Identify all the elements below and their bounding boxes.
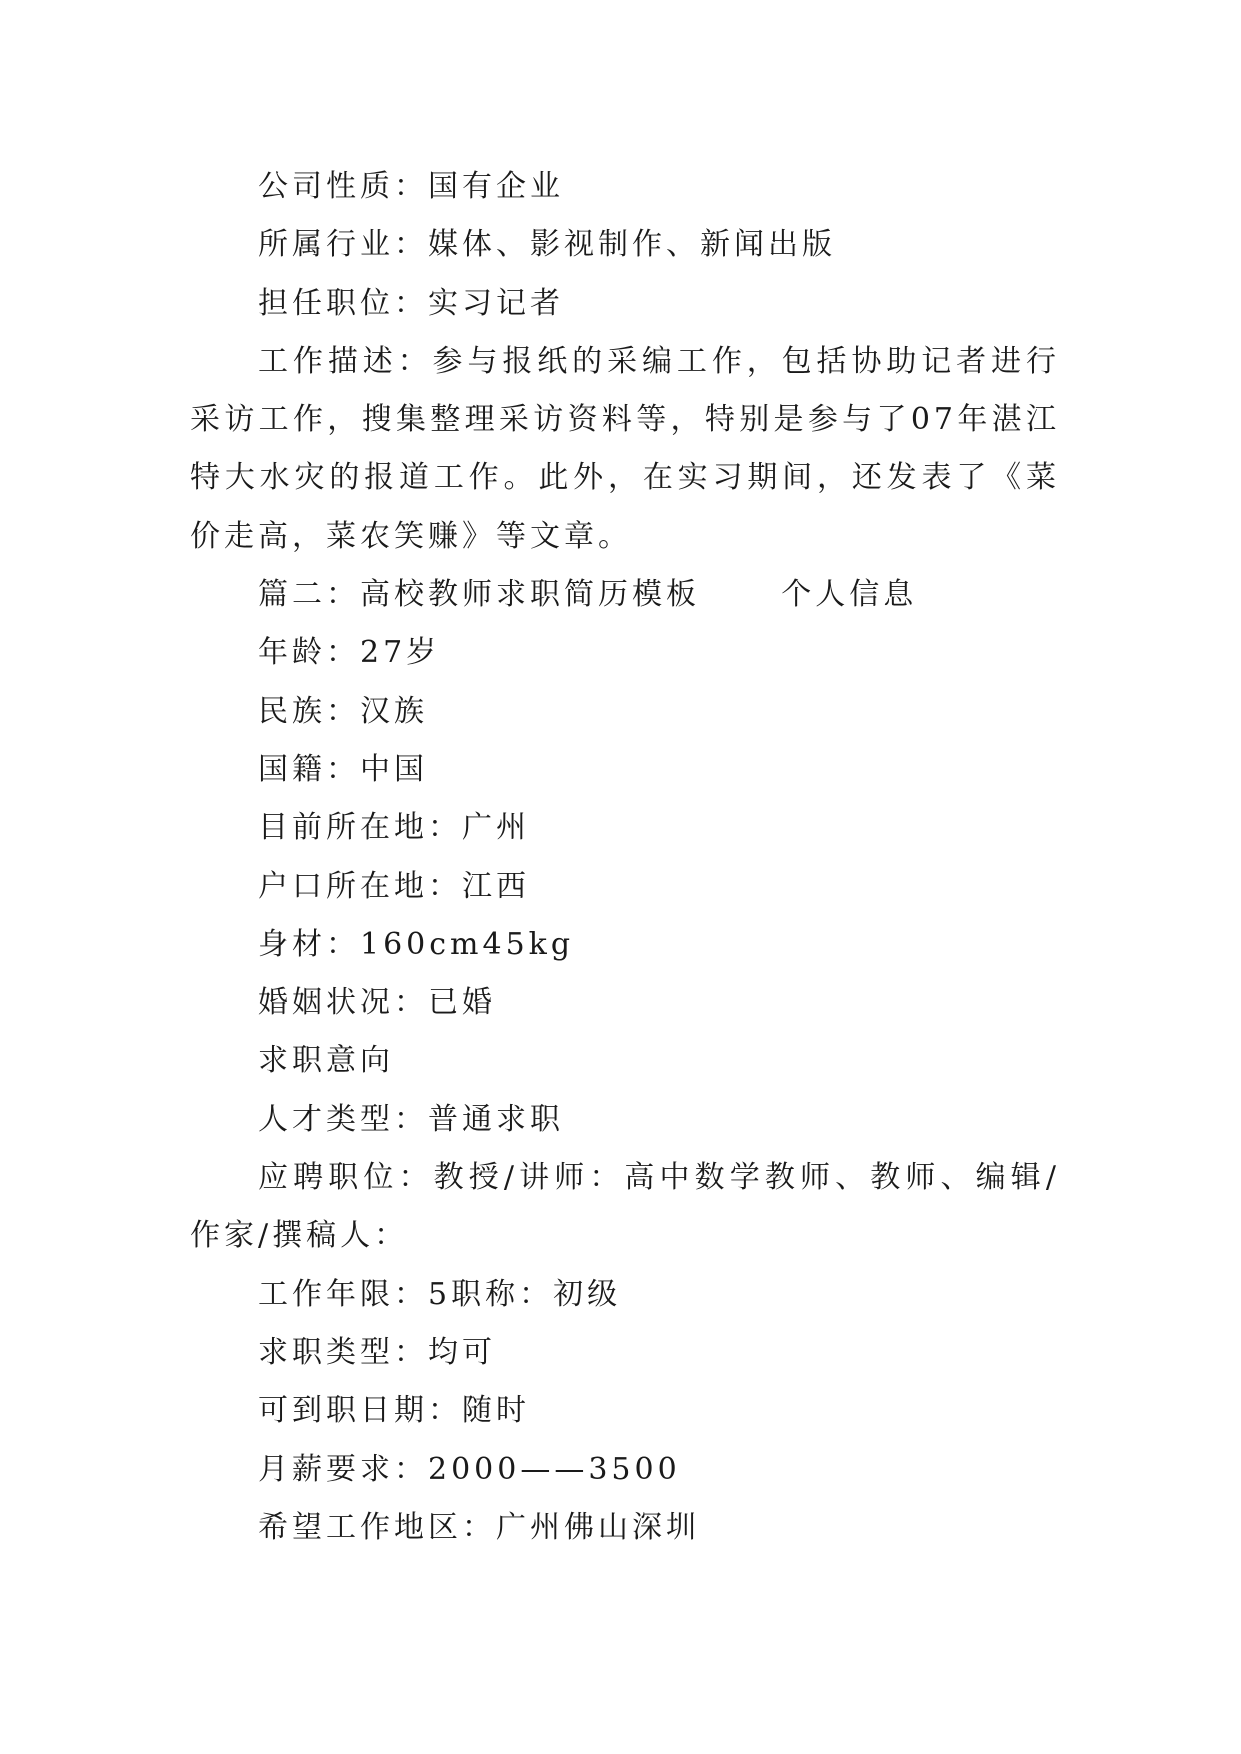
document-body	[190, 158, 1060, 1557]
available-date-line: 可到职日期：随时	[258, 1393, 530, 1429]
section-heading-personal-info: 篇二：高校教师求职简历模板 个人信息	[258, 577, 918, 613]
current-location-line: 目前所在地：广州	[258, 810, 530, 846]
body-stats-line: 身材：160cm45kg	[258, 926, 575, 962]
job-intention-heading: 求职意向	[258, 1043, 394, 1079]
job-description-paragraph: 工作描述：参与报纸的采编工作，包括协助记者进行采访工作，搜集整理采访资料等，特别是参与了07年湛江特大水灾的报道工作。此外，在实习期间，还发表了《菜价走高，菜农笑赚》等文章。	[190, 343, 1060, 554]
industry-line: 所属行业：媒体、影视制作、新闻出版	[258, 227, 836, 263]
nationality-line: 国籍：中国	[258, 751, 428, 787]
preferred-location-line: 希望工作地区：广州佛山深圳	[258, 1509, 700, 1545]
marital-status-line: 婚姻状况：已婚	[258, 985, 496, 1021]
job-type-line: 求职类型：均可	[258, 1334, 496, 1370]
work-years-title-line: 工作年限：5职称：初级	[258, 1276, 622, 1312]
applied-position-paragraph: 应聘职位：教授/讲师：高中数学教师、教师、编辑/作家/撰稿人：	[190, 1160, 1060, 1254]
position-line: 担任职位：实习记者	[258, 285, 564, 321]
company-nature-line: 公司性质：国有企业	[258, 169, 564, 204]
talent-type-line: 人才类型：普通求职	[258, 1101, 564, 1137]
age-line: 年龄：27岁	[258, 635, 441, 671]
household-registration-line: 户口所在地：江西	[258, 868, 530, 904]
ethnicity-line: 民族：汉族	[258, 693, 428, 729]
salary-requirement-line: 月薪要求：2000——3500	[258, 1451, 681, 1487]
